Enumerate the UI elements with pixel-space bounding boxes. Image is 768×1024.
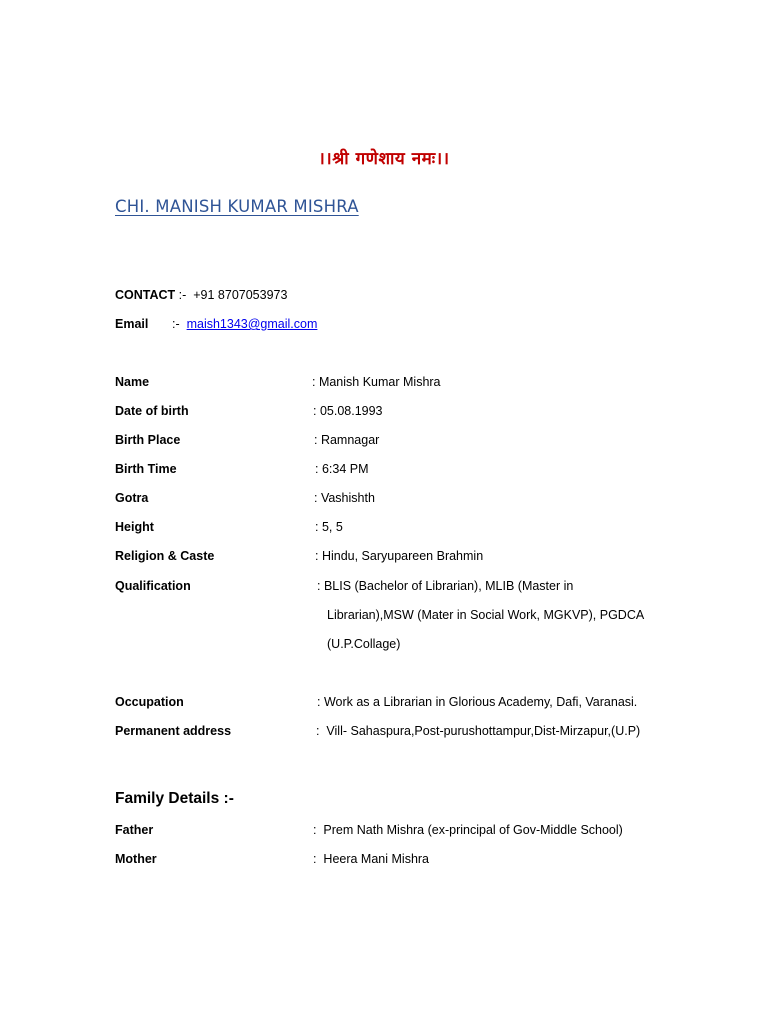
detail-value-religion-caste: : Hindu, Saryupareen Brahmin	[315, 549, 484, 563]
detail-value-gotra: : Vashishth	[314, 491, 375, 505]
detail-label-dob: Date of birth	[115, 404, 189, 418]
invocation-heading: ।।श्री गणेशाय नमः।।	[318, 149, 450, 169]
detail-value-qualification-line-2: Librarian),MSW (Mater in Social Work, MGKVP), PGDCA	[327, 608, 645, 622]
family-label-father: Father	[115, 823, 154, 837]
family-value-father: : Prem Nath Mishra (ex-principal of Gov-Middle School)	[313, 823, 623, 837]
detail-value-occupation: : Work as a Librarian in Glorious Academy, Dafi, Varanasi.	[317, 695, 638, 709]
detail-value-height: : 5, 5	[315, 520, 343, 534]
detail-value-name: : Manish Kumar Mishra	[312, 375, 441, 389]
detail-value-qualification-line-1: : BLIS (Bachelor of Librarian), MLIB (Master in	[317, 579, 574, 593]
contact-line	[115, 288, 287, 302]
family-value-mother: : Heera Mani Mishra	[313, 852, 430, 866]
family-details-heading: Family Details :-	[115, 790, 234, 807]
contact-label: CONTACT	[115, 288, 176, 302]
email-separator: :-	[172, 317, 187, 331]
detail-label-height: Height	[115, 520, 154, 534]
email-label: Email	[115, 317, 149, 331]
detail-value-qualification-line-3: (U.P.Collage)	[327, 637, 401, 651]
detail-value-dob: : 05.08.1993	[313, 404, 383, 418]
detail-label-qualification: Qualification	[115, 579, 191, 593]
detail-label-name: Name	[115, 375, 150, 389]
family-label-mother: Mother	[115, 852, 157, 866]
detail-label-permanent-address: Permanent address	[115, 724, 232, 738]
email-link[interactable]: maish1343@gmail.com	[186, 317, 318, 331]
detail-value-birth-place: : Ramnagar	[314, 433, 380, 447]
contact-separator: :-	[175, 288, 194, 302]
detail-label-birth-time: Birth Time	[115, 462, 177, 476]
detail-value-permanent-address: : Vill- Sahaspura,Post-purushottampur,Dist-Mirzapur,(U.P)	[316, 724, 641, 738]
detail-label-gotra: Gotra	[115, 491, 149, 505]
detail-label-birth-place: Birth Place	[115, 433, 181, 447]
contact-phone: +91 8707053973	[193, 288, 288, 302]
detail-label-occupation: Occupation	[115, 695, 184, 709]
candidate-name-heading: CHI. MANISH KUMAR MISHRA	[115, 197, 359, 216]
detail-value-birth-time: : 6:34 PM	[315, 462, 369, 476]
detail-label-religion-caste: Religion & Caste	[115, 549, 215, 563]
email-line	[115, 317, 317, 331]
